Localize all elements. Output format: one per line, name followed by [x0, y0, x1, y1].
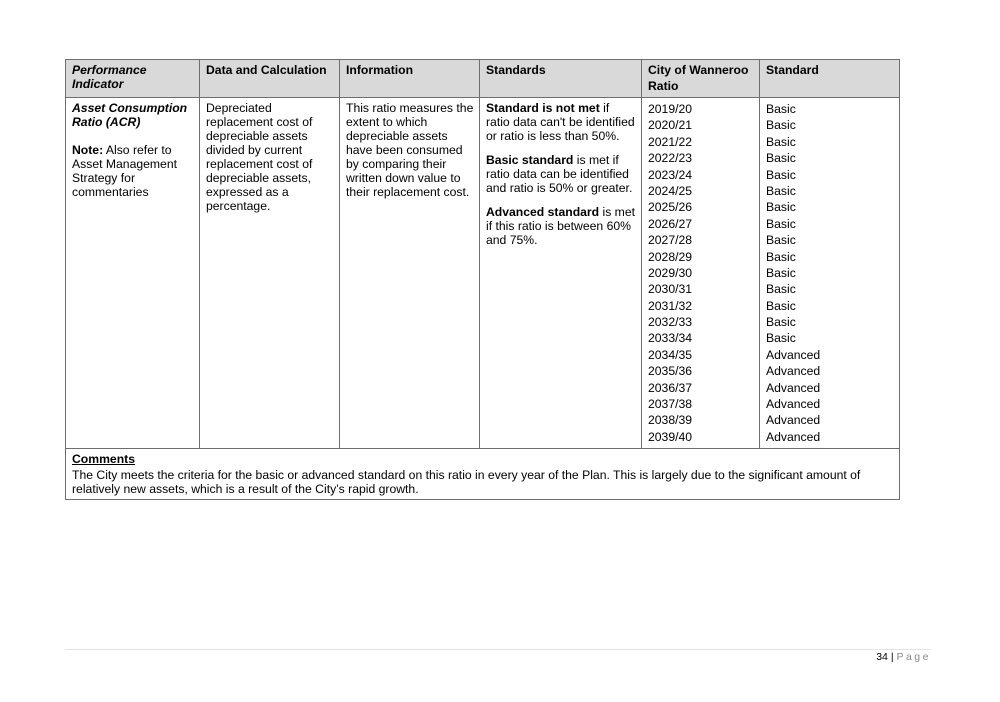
standard-item: Advanced [766, 429, 821, 444]
standard-item: Basic [766, 331, 796, 346]
year-item: 2031/32 [648, 298, 693, 313]
standard-item: Advanced [766, 347, 821, 362]
standard-item: Advanced [766, 413, 821, 428]
year-item: 2029/30 [648, 265, 693, 280]
year-item: 2020/21 [648, 118, 693, 133]
standard-item: Basic [766, 249, 796, 264]
years-cell [642, 98, 760, 449]
standard-item: Advanced [766, 380, 821, 395]
footer-divider [65, 649, 931, 650]
year-item: 2032/33 [648, 315, 693, 330]
standard-item: Advanced [766, 364, 821, 379]
comments-row [66, 449, 900, 500]
standards-cell [480, 98, 642, 449]
year-item: 2021/22 [648, 134, 693, 149]
year-item: 2030/31 [648, 282, 693, 297]
standard-item: Basic [766, 134, 796, 149]
comments-cell [66, 449, 900, 500]
performance-table [65, 59, 900, 500]
standard-item: Basic [766, 200, 796, 215]
header-information: Information [340, 60, 480, 98]
standard-item: Advanced [766, 397, 821, 412]
standard-advanced: Advanced standard is met if this ratio is between 60% and 75%. [486, 205, 635, 247]
standard-item: Basic [766, 315, 796, 330]
year-item: 2023/24 [648, 167, 693, 182]
standard-item: Basic [766, 118, 796, 133]
note-label: Note: [72, 143, 104, 157]
standard-item: Basic [766, 183, 796, 198]
header-performance-indicator: Performance Indicator [66, 60, 200, 98]
page-label: Page [896, 651, 931, 663]
standard-not-met: Standard is not met if ratio data can't be identified or ratio is less than 50%. [486, 101, 635, 143]
year-item: 2037/38 [648, 397, 693, 412]
standard-item: Basic [766, 298, 796, 313]
page-footer [876, 651, 931, 663]
year-item: 2024/25 [648, 183, 693, 198]
standard-item: Basic [766, 282, 796, 297]
year-item: 2028/29 [648, 249, 693, 264]
standard-item: Basic [766, 233, 796, 248]
header-city-ratio: City of Wanneroo Ratio [642, 60, 760, 98]
year-item: 2026/27 [648, 216, 693, 231]
year-item: 2025/26 [648, 200, 693, 215]
year-item: 2034/35 [648, 347, 693, 362]
footer-separator: | [887, 651, 897, 663]
standard-values-cell [760, 98, 900, 449]
standard-item: Basic [766, 167, 796, 182]
year-item: 2039/40 [648, 429, 693, 444]
header-data-calculation: Data and Calculation [200, 60, 340, 98]
standard-item: Basic [766, 265, 796, 280]
header-standard: Standard [760, 60, 900, 98]
standard-basic: Basic standard is met if ratio data can be identified and ratio is 50% or greater. [486, 153, 633, 195]
year-item: 2036/37 [648, 380, 693, 395]
year-item: 2019/20 [648, 102, 693, 116]
comments-text: The City meets the criteria for the basic or advanced standard on this ratio in every year of the Plan. This is largely due to the significant amount of relatively new assets, which is a result of the City’s rapid growth. [72, 468, 861, 497]
comments-title: Comments [72, 452, 135, 467]
year-item: 2038/39 [648, 413, 693, 428]
header-standards: Standards [480, 60, 642, 98]
table-row [66, 98, 900, 449]
year-item: 2033/34 [648, 331, 693, 346]
indicator-cell [66, 98, 200, 449]
standard-item: Basic [766, 216, 796, 231]
information-cell: This ratio measures the extent to which depreciable assets have been consumed by comparing their written down value to their replacement cost. [340, 98, 480, 449]
table-header-row [66, 60, 900, 98]
year-item: 2027/28 [648, 233, 693, 248]
note-text: Also refer to Asset Management Strategy for commentaries [72, 143, 178, 199]
data-calculation-cell: Depreciated replacement cost of depreciable assets divided by current replacement cost of depreciable assets, expressed as a percentage. [200, 98, 340, 449]
year-item: 2035/36 [648, 364, 693, 379]
standard-item: Basic [766, 102, 796, 116]
year-item: 2022/23 [648, 151, 693, 166]
page-number: 34 [876, 651, 888, 663]
indicator-name: Asset Consumption Ratio (ACR) [72, 101, 188, 129]
standard-item: Basic [766, 151, 796, 166]
